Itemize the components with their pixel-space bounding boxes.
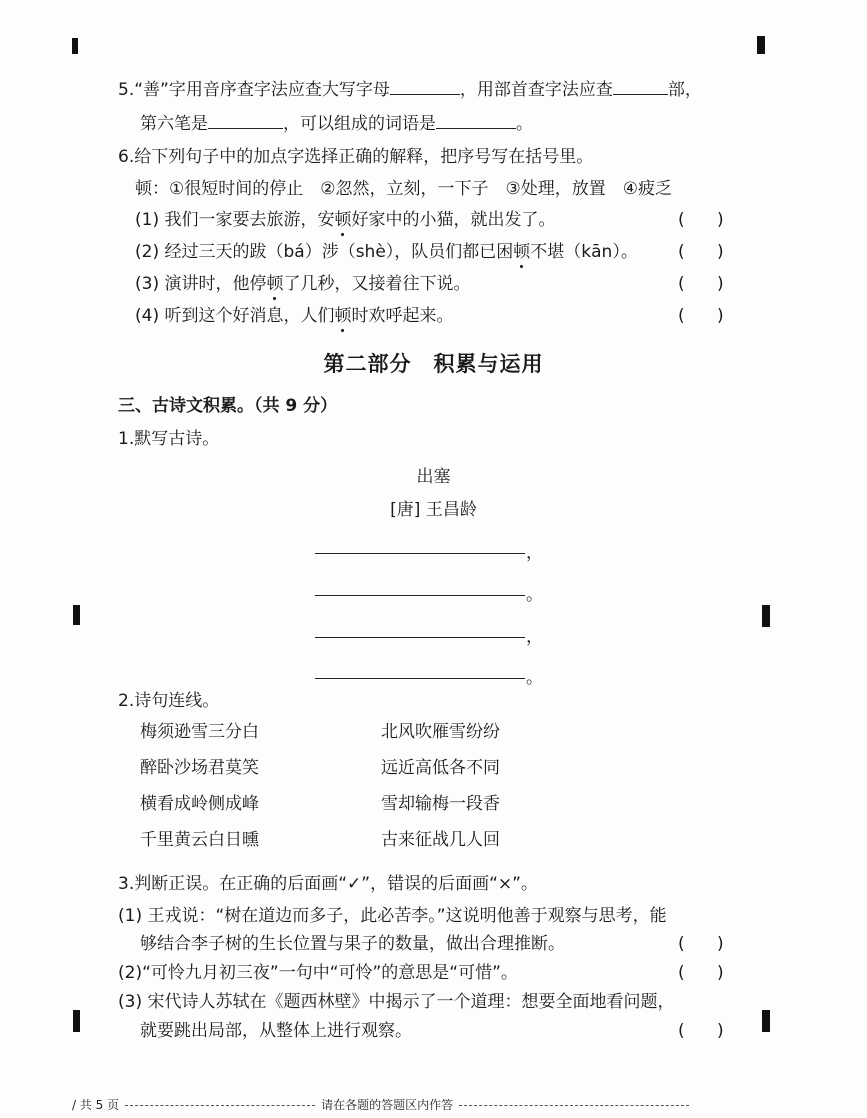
part-heading: 第二部分 积累与运用 [323, 352, 544, 376]
q3-item-2: (2)“可怜九月初三夜”一句中“可怜”的意思是“可惜”。 [118, 963, 518, 983]
q1-stem: 1.默写古诗。 [118, 429, 220, 449]
answer-paren[interactable]: ( ) [678, 274, 724, 294]
answer-paren[interactable]: ( ) [678, 306, 724, 326]
q5-text: ，用部首查字法应查 [459, 80, 613, 100]
page-footer [72, 1096, 695, 1113]
q5-text: 5.“善”字用音序查字法应查大写字母 [118, 80, 390, 100]
item-text: 好家中的小猫，就出发了。 [351, 210, 556, 230]
match-right-item[interactable]: 远近高低各不同 [381, 758, 500, 778]
registration-mark [73, 605, 80, 625]
answer-blank[interactable] [390, 78, 460, 95]
registration-mark [73, 1010, 80, 1032]
item-text: 不堪（kān）。 [530, 242, 638, 262]
item-text: (2) 经过三天的跋（bá）涉（shè），队员们都已困 [135, 242, 514, 262]
match-left-item[interactable]: 千里黄云白日曛 [140, 830, 259, 850]
match-left-item[interactable]: 梅须逊雪三分白 [140, 722, 259, 742]
answer-blank[interactable] [436, 112, 516, 129]
poem-punctuation: 。 [526, 668, 543, 688]
q5-text: 第六笔是 [140, 114, 208, 134]
poem-author: [唐] 王昌龄 [390, 500, 477, 520]
q6-item [135, 305, 453, 327]
registration-mark [762, 1010, 770, 1032]
registration-mark [762, 605, 770, 627]
poem-answer-line[interactable] [315, 594, 525, 596]
emphasis-char: 顿 [266, 274, 284, 294]
section-heading: 三、古诗文积累。（共 9 分） [118, 396, 338, 416]
q6-stem: 6.给下列句子中的加点字选择正确的解释，把序号写在括号里。 [118, 147, 594, 167]
q5-text: 部， [667, 80, 702, 100]
q3-item-1: (1) 王戎说：“树在道边而多子，此必苦李。”这说明他善于观察与思考，能 [118, 906, 667, 926]
poem-answer-line[interactable] [315, 552, 525, 554]
match-right-item[interactable]: 雪却输梅一段香 [381, 794, 500, 814]
q3-item-3-cont: 就要跳出局部，从整体上进行观察。 [140, 1021, 412, 1041]
q2-stem: 2.诗句连线。 [118, 691, 220, 711]
registration-mark [72, 38, 78, 54]
poem-answer-line[interactable] [315, 636, 525, 638]
item-text: (1) 我们一家要去旅游，安 [135, 210, 335, 230]
q3-item-1-cont: 够结合李子树的生长位置与果子的数量，做出合理推断。 [140, 934, 565, 954]
match-left-item[interactable]: 横看成岭侧成峰 [140, 794, 259, 814]
poem-punctuation: ， [526, 627, 543, 647]
match-left-item[interactable]: 醉卧沙场君莫笑 [140, 758, 259, 778]
registration-mark [757, 36, 765, 54]
emphasis-char: 顿 [334, 306, 352, 326]
q5-text: ，可以组成的词语是 [283, 114, 436, 134]
answer-blank[interactable] [613, 78, 668, 95]
q3-item-3: (3) 宋代诗人苏轼在《题西林壁》中揭示了一个道理：想要全面地看问题， [118, 992, 675, 1012]
page-number: / 共 5 页 [72, 1098, 120, 1112]
q3-stem: 3.判断正误。在正确的后面画“✓”，错误的后面画“×”。 [118, 874, 538, 894]
poem-answer-line[interactable] [315, 677, 525, 679]
item-text: 时欢呼起来。 [351, 306, 454, 326]
item-text: (4) 听到这个好消息，人们 [135, 306, 335, 326]
match-right-item[interactable]: 北风吹雁雪纷纷 [381, 722, 500, 742]
q6-item [135, 209, 555, 231]
q6-item [135, 273, 470, 295]
answer-paren[interactable]: ( ) [678, 934, 724, 954]
q6-item [135, 241, 638, 263]
match-right-item[interactable]: 古来征战几人回 [381, 830, 500, 850]
emphasis-char: 顿 [334, 210, 352, 230]
footer-divider [459, 1105, 689, 1106]
answer-paren[interactable]: ( ) [678, 242, 724, 262]
q5-line-2 [140, 112, 533, 135]
footer-note: 请在各题的答题区内作答 [321, 1098, 454, 1112]
q5-text: 。 [516, 114, 533, 134]
footer-divider [125, 1105, 315, 1106]
answer-blank[interactable] [208, 112, 283, 129]
emphasis-char: 顿 [513, 242, 531, 262]
poem-punctuation: 。 [526, 585, 543, 605]
item-text: (3) 演讲时，他停 [135, 274, 267, 294]
q5-line-1 [118, 78, 702, 101]
answer-paren[interactable]: ( ) [678, 963, 724, 983]
answer-paren[interactable]: ( ) [678, 1021, 724, 1041]
poem-punctuation: ， [526, 543, 543, 563]
answer-paren[interactable]: ( ) [678, 210, 724, 230]
poem-title: 出塞 [416, 467, 451, 487]
q6-options: 顿：①很短时间的停止 ②忽然，立刻，一下子 ③处理，放置 ④疲乏 [135, 179, 672, 199]
item-text: 了几秒，又接着往下说。 [283, 274, 471, 294]
